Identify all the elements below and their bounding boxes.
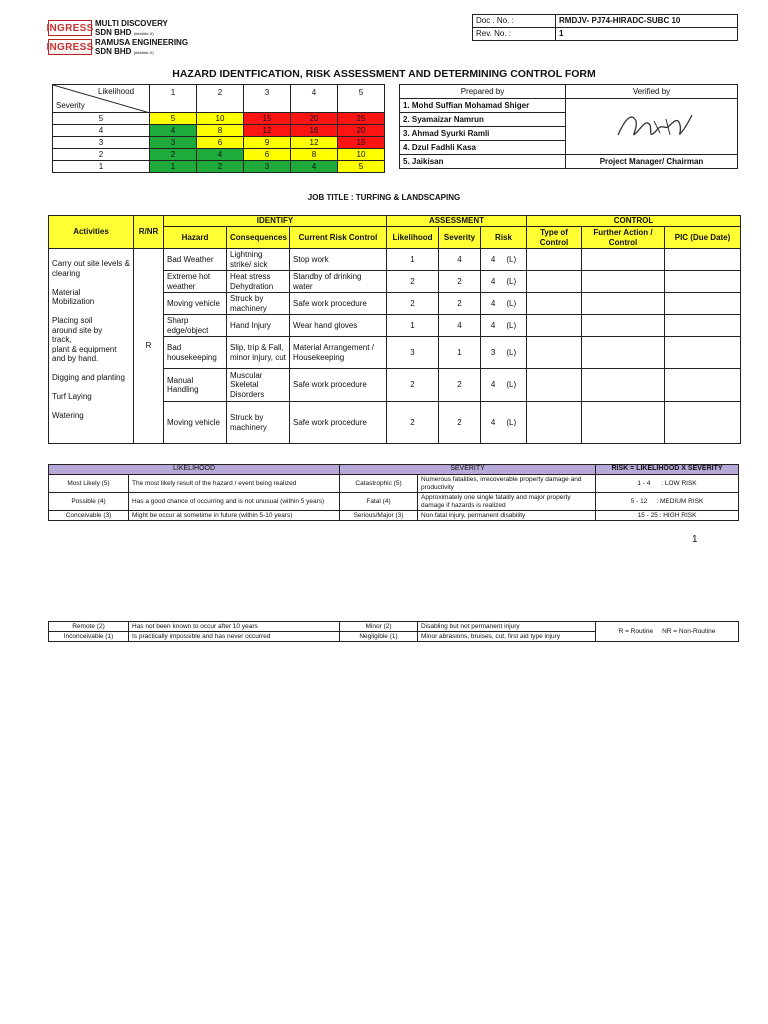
hazard-cell: Manual Handling [164, 369, 227, 402]
pic-cell [665, 315, 741, 337]
risk-score-cell: 10 [338, 149, 385, 161]
likelihood-description: Is practically impossible and has never occurred [129, 632, 340, 642]
risk-score-cell: 20 [338, 125, 385, 137]
risk-score-cell: 10 [197, 113, 244, 125]
col-pic: PIC (Due Date) [665, 227, 741, 249]
hazard-cell: Moving vehicle [164, 402, 227, 444]
pic-cell [665, 369, 741, 402]
preparer-item: 5. Jaikisan [400, 155, 566, 169]
hazard-body [49, 249, 741, 444]
hazard-cell: Bad housekeeping [164, 337, 227, 369]
col-current-control: Current Risk Control [290, 227, 387, 249]
doc-info-table [472, 14, 738, 41]
matrix-row [53, 137, 385, 149]
likelihood-header: 2 [197, 85, 244, 113]
risk-score-cell: 3 [150, 137, 197, 149]
matrix-row [53, 113, 385, 125]
risk-score-cell: 6 [197, 137, 244, 149]
job-title: JOB TITLE : TURFING & LANDSCAPING [307, 193, 461, 202]
risk-score-cell: 9 [244, 137, 291, 149]
severity-cell: 2 [439, 271, 481, 293]
doc-no-label: Doc . No. : [473, 15, 556, 28]
activity-line [52, 307, 130, 317]
likelihood-cell: 1 [387, 315, 439, 337]
risk-score-cell: 25 [338, 113, 385, 125]
risk-cell: 4 (L) [481, 249, 527, 271]
type-of-control-cell [527, 369, 582, 402]
type-of-control-cell [527, 315, 582, 337]
severity-cell: 1 [439, 337, 481, 369]
severity-value: 2 [53, 149, 150, 161]
group-control: CONTROL [527, 216, 741, 227]
verified-by-label: Verified by [566, 85, 738, 99]
legend-row [49, 475, 739, 493]
risk-score-cell: 15 [244, 113, 291, 125]
type-of-control-cell [527, 402, 582, 444]
company2-reg: (######-X) [133, 50, 154, 56]
severity-cell: 2 [439, 293, 481, 315]
matrix-body [53, 113, 385, 173]
likelihood-cell: 2 [387, 369, 439, 402]
risk-score-cell: 4 [197, 149, 244, 161]
risk-matrix [52, 84, 385, 173]
likelihood-axis-label: Likelihood [98, 87, 135, 96]
company2-line1: RAMUSA ENGINEERING [95, 38, 189, 47]
group-identify: IDENTIFY [164, 216, 387, 227]
pic-cell [665, 402, 741, 444]
risk-band: 5 - 12 : MEDIUM RISK [596, 493, 739, 511]
likelihood-header: 1 [150, 85, 197, 113]
hazard-cell: Bad Weather [164, 249, 227, 271]
likelihood-cell: 2 [387, 293, 439, 315]
severity-description: Approximately one single fatality and major property damage if hazards is realized [418, 493, 596, 511]
col-type-of-control: Type of Control [527, 227, 582, 249]
risk-score-cell: 2 [150, 149, 197, 161]
further-action-cell [582, 402, 665, 444]
col-risk: Risk [481, 227, 527, 249]
consequence-cell: Slip, trip & Fall, minor injury, cut [227, 337, 290, 369]
ingress-logo: INGRESS [48, 20, 92, 36]
type-of-control-cell [527, 271, 582, 293]
activity-line: Placing soil [52, 316, 93, 325]
likelihood-level: Conceivable (3) [49, 511, 129, 521]
company-name-1 [95, 19, 168, 37]
current-control-cell: Standby of drinking water [290, 271, 387, 293]
col-activities: Activities [49, 216, 134, 249]
risk-score-cell: 15 [338, 137, 385, 149]
severity-level: Catastrophic (5) [340, 475, 418, 493]
consequence-cell: Struck by machinery [227, 402, 290, 444]
likelihood-cell: 2 [387, 271, 439, 293]
risk-score-cell: 4 [291, 161, 338, 173]
risk-score-cell: 1 [150, 161, 197, 173]
type-of-control-cell [527, 293, 582, 315]
pic-cell [665, 271, 741, 293]
activity-line: Carry out site levels & [52, 259, 130, 268]
risk-score-cell: 2 [197, 161, 244, 173]
activity-line: track, [52, 335, 72, 344]
pic-cell [665, 249, 741, 271]
current-control-cell: Wear hand gloves [290, 315, 387, 337]
signoff-table [399, 84, 738, 169]
preparer-item: 3. Ahmad Syurki Ramli [400, 127, 566, 141]
ingress-logo-2: INGRESS [48, 39, 92, 55]
signature-icon [566, 99, 738, 155]
current-control-cell: Stop work [290, 249, 387, 271]
severity-cell: 4 [439, 249, 481, 271]
hazard-cell: Moving vehicle [164, 293, 227, 315]
risk-cell: 3 (L) [481, 337, 527, 369]
likelihood-description: Has a good chance of occurring and is not unusual (within 5 years) [129, 493, 340, 511]
legend-table-continued [48, 621, 739, 642]
activity-line [52, 383, 130, 393]
legend-row [49, 493, 739, 511]
routine-note: R = Routine NR = Non-Routine [596, 622, 739, 642]
form-title: HAZARD IDENTFICATION, RISK ASSESSMENT AND DETERMINING CONTROL FORM [172, 68, 596, 80]
col-further-action: Further Action / Control [582, 227, 665, 249]
likelihood-cell: 3 [387, 337, 439, 369]
consequence-cell: Heat stress Dehydration [227, 271, 290, 293]
company2-line2: SDN BHD [95, 47, 132, 57]
activity-line [52, 278, 130, 288]
signature-cell [566, 99, 738, 169]
pic-cell [665, 337, 741, 369]
legend-row [49, 622, 739, 632]
legend2-body [49, 622, 739, 642]
severity-level: Fatal (4) [340, 493, 418, 511]
company1-line2: SDN BHD [95, 28, 132, 38]
activity-line: Digging and planting [52, 373, 125, 382]
consequence-cell: Muscular Skeletal Disorders [227, 369, 290, 402]
rev-no-label: Rev. No. : [473, 28, 556, 41]
activity-line: Watering [52, 411, 84, 420]
further-action-cell [582, 369, 665, 402]
legend-severity-header: SEVERITY [340, 465, 596, 475]
severity-description: Minor abrasions, bruises, cut, first aid type injury [418, 632, 596, 642]
rnr-cell: R [134, 249, 164, 444]
hazard-cell: Extreme hot weather [164, 271, 227, 293]
type-of-control-cell [527, 249, 582, 271]
risk-cell: 4 (L) [481, 369, 527, 402]
consequence-cell: Lightning strike/ sick [227, 249, 290, 271]
severity-axis-label: Severity [56, 101, 85, 110]
activity-line: clearing [52, 268, 81, 278]
risk-score-cell: 5 [150, 113, 197, 125]
preparer-item: 1. Mohd Suffian Mohamad Shiger [400, 99, 566, 113]
likelihood-level: Possible (4) [49, 493, 129, 511]
risk-score-cell: 12 [244, 125, 291, 137]
legend-risk-header: RISK = LIKELIHOOD X SEVERITY [596, 465, 739, 475]
legend-body [49, 475, 739, 521]
matrix-row [53, 161, 385, 173]
col-likelihood: Likelihood [387, 227, 439, 249]
likelihood-description: The most likely result of the hazard / event being realized [129, 475, 340, 493]
risk-score-cell: 6 [244, 149, 291, 161]
likelihood-level: Inconceivable (1) [49, 632, 129, 642]
col-hazard: Hazard [164, 227, 227, 249]
group-assessment: ASSESSMENT [387, 216, 527, 227]
table-row [49, 249, 741, 271]
matrix-corner [53, 85, 150, 113]
type-of-control-cell [527, 337, 582, 369]
risk-cell: 4 (L) [481, 271, 527, 293]
severity-value: 4 [53, 125, 150, 137]
legend-table [48, 464, 739, 521]
severity-level: Serious/Major (3) [340, 511, 418, 521]
activity-line: and by hand. [52, 354, 99, 363]
likelihood-header: 5 [338, 85, 385, 113]
severity-cell: 4 [439, 315, 481, 337]
pic-cell [665, 293, 741, 315]
risk-band: 15 - 25 : HIGH RISK [596, 511, 739, 521]
doc-no-value: RMDJV- PJ74-HIRADC-SUBC 10 [556, 15, 738, 28]
severity-description: Disabling but not permanent injury [418, 622, 596, 632]
risk-score-cell: 20 [291, 113, 338, 125]
likelihood-level: Remote (2) [49, 622, 129, 632]
risk-band: 1 - 4 : LOW RISK [596, 475, 739, 493]
activity-line [52, 402, 130, 412]
further-action-cell [582, 271, 665, 293]
activity-line: Turf Laying [52, 392, 92, 401]
company-name-2 [95, 38, 188, 56]
activity-line: Material [52, 287, 81, 297]
risk-cell: 4 (L) [481, 402, 527, 444]
page-number: 1 [692, 534, 698, 545]
legend-row [49, 511, 739, 521]
col-consequences: Consequences [227, 227, 290, 249]
current-control-cell: Safe work procedure [290, 293, 387, 315]
activity-line [52, 364, 130, 374]
severity-level: Minor (2) [340, 622, 418, 632]
rev-no-value: 1 [556, 28, 738, 41]
activities-cell [49, 249, 134, 444]
matrix-row [53, 149, 385, 161]
severity-value: 1 [53, 161, 150, 173]
risk-score-cell: 12 [291, 137, 338, 149]
current-control-cell: Safe work procedure [290, 402, 387, 444]
hazard-cell: Sharp edge/object [164, 315, 227, 337]
consequence-cell: Struck by machinery [227, 293, 290, 315]
severity-cell: 2 [439, 402, 481, 444]
company-logo-1 [48, 20, 92, 36]
severity-value: 5 [53, 113, 150, 125]
col-rnr: R/NR [134, 216, 164, 249]
further-action-cell [582, 315, 665, 337]
consequence-cell: Hand Injury [227, 315, 290, 337]
risk-score-cell: 8 [197, 125, 244, 137]
likelihood-cell: 1 [387, 249, 439, 271]
risk-score-cell: 16 [291, 125, 338, 137]
likelihood-description: Might be occur at sometime in future (within 5-10 years) [129, 511, 340, 521]
risk-cell: 4 (L) [481, 293, 527, 315]
likelihood-header: 4 [291, 85, 338, 113]
risk-score-cell: 3 [244, 161, 291, 173]
likelihood-description: Has not been known to occur after 10 years [129, 622, 340, 632]
risk-cell: 4 (L) [481, 315, 527, 337]
current-control-cell: Safe work procedure [290, 369, 387, 402]
severity-description: Numerous fatalities, irrecoverable property damage and productivity [418, 475, 596, 493]
risk-score-cell: 5 [338, 161, 385, 173]
severity-cell: 2 [439, 369, 481, 402]
company1-line1: MULTI DISCOVERY [95, 19, 168, 28]
matrix-row [53, 125, 385, 137]
likelihood-level: Most Likely (5) [49, 475, 129, 493]
preparer-item: 4. Dzul Fadhli Kasa [400, 141, 566, 155]
current-control-cell: Material Arrangement / Housekeeping [290, 337, 387, 369]
likelihood-header: 3 [244, 85, 291, 113]
severity-value: 3 [53, 137, 150, 149]
likelihood-cell: 2 [387, 402, 439, 444]
activity-line: around site by [52, 325, 103, 335]
activity-line: plant & equipment [52, 344, 117, 354]
hazard-table [48, 215, 741, 444]
activity-line: Mobilization [52, 297, 95, 306]
verifier-role: Project Manager/ Chairman [566, 154, 737, 168]
risk-score-cell: 8 [291, 149, 338, 161]
severity-description: Non fatal injury, permanent disability [418, 511, 596, 521]
company-logo-2 [48, 39, 92, 55]
risk-score-cell: 4 [150, 125, 197, 137]
company1-reg: (######-X) [133, 31, 154, 37]
further-action-cell [582, 293, 665, 315]
prepared-by-label: Prepared by [400, 85, 566, 99]
preparer-item: 2. Syamaizar Namrun [400, 113, 566, 127]
further-action-cell [582, 337, 665, 369]
col-severity: Severity [439, 227, 481, 249]
further-action-cell [582, 249, 665, 271]
legend-likelihood-header: LIKELIHOOD [49, 465, 340, 475]
severity-level: Negligible (1) [340, 632, 418, 642]
